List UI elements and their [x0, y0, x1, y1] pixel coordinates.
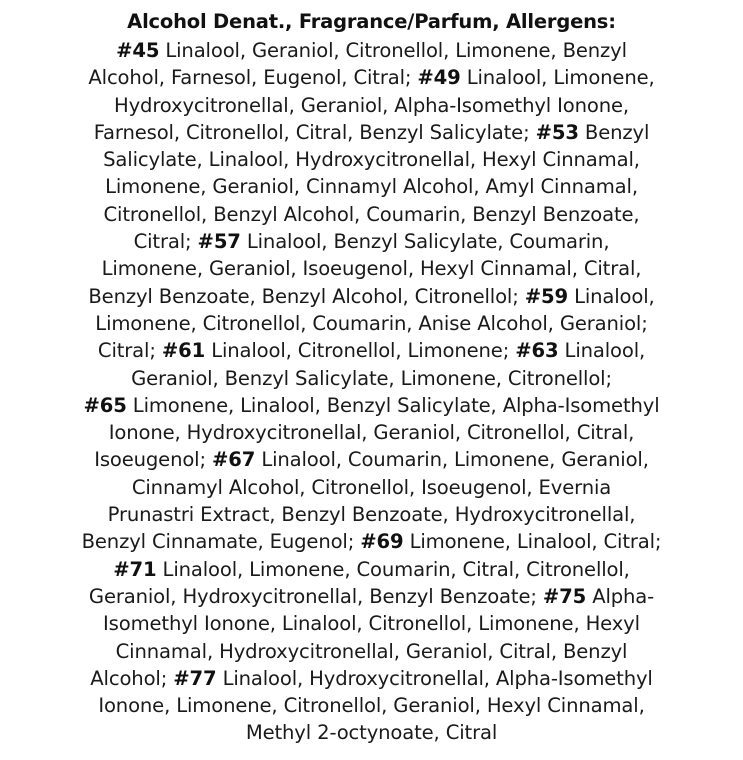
ingredient-text: Linalool,	[558, 339, 646, 363]
ingredient-line	[12, 392, 731, 419]
ingredient-line	[12, 365, 731, 392]
ingredient-text: Limonene, Citronellol, Coumarin, Anise Alcohol, Geraniol;	[95, 311, 648, 335]
ingredient-line	[12, 337, 731, 364]
product-number: #49	[417, 66, 461, 90]
ingredient-line	[12, 201, 731, 228]
product-number: #45	[116, 39, 160, 62]
ingredient-line	[12, 283, 731, 310]
product-number: #71	[113, 557, 157, 581]
ingredient-text: Limonene, Linalool, Citral;	[403, 530, 662, 554]
ingredient-text: Limonene, Geraniol, Isoeugenol, Hexyl Cinnamal, Citral,	[101, 257, 642, 281]
allergens-heading: Alcohol Denat., Fragrance/Parfum, Allergens:	[127, 10, 616, 33]
ingredient-text: Alcohol, Farnesol, Eugenol, Citral;	[88, 66, 418, 90]
ingredient-text: Benzyl Cinnamate, Eugenol;	[81, 530, 361, 554]
ingredient-text: Methyl 2-octynoate, Citral	[245, 721, 498, 745]
ingredient-line	[12, 583, 731, 610]
ingredient-text: Geraniol, Hydroxycitronellal, Benzyl Benzoate;	[88, 584, 543, 608]
ingredient-text: Hydroxycitronellal, Geraniol, Alpha-Isomethyl Ionone,	[114, 93, 629, 117]
ingredient-text: Linalool, Limonene,	[460, 66, 655, 90]
ingredient-text: Isomethyl Ionone, Linalool, Citronellol, Limonene, Hexyl	[103, 612, 640, 636]
ingredient-text: Salicylate, Linalool, Hydroxycitronellal, Hexyl Cinnamal,	[103, 148, 640, 172]
ingredient-text: Citral;	[133, 230, 198, 254]
ingredient-text: Ionone, Hydroxycitronellal, Geraniol, Citronellol, Citral,	[108, 421, 635, 445]
ingredient-line	[12, 92, 731, 119]
ingredient-line	[12, 638, 731, 665]
product-number: #77	[173, 666, 217, 690]
ingredient-line	[12, 665, 731, 692]
ingredient-text: Limonene, Geraniol, Cinnamyl Alcohol, Amyl Cinnamal,	[105, 175, 638, 199]
ingredient-text: Linalool, Hydroxycitronellal, Alpha-Isomethyl	[216, 666, 653, 690]
ingredient-line	[12, 228, 731, 255]
ingredient-text: Benzyl Benzoate, Benzyl Alcohol, Citronellol;	[88, 284, 525, 308]
ingredient-line	[12, 446, 731, 473]
ingredient-text: Linalool, Geraniol, Citronellol, Limonene, Benzyl	[159, 39, 627, 62]
ingredient-line	[12, 419, 731, 446]
ingredient-text: Citronellol, Benzyl Alcohol, Coumarin, Benzyl Benzoate,	[103, 202, 640, 226]
ingredient-line	[12, 610, 731, 637]
ingredient-line	[12, 310, 731, 337]
product-number: #63	[515, 339, 559, 363]
ingredient-text: Cinnamyl Alcohol, Citronellol, Isoeugenol, Evernia	[131, 475, 612, 499]
ingredient-line	[12, 556, 731, 583]
ingredient-line	[12, 146, 731, 173]
ingredient-text: Benzyl	[578, 120, 650, 144]
ingredient-text: Farnesol, Citronellol, Citral, Benzyl Salicylate;	[93, 120, 536, 144]
ingredient-text: Alcohol;	[90, 666, 174, 690]
ingredient-text: Isoeugenol;	[94, 448, 213, 472]
ingredient-text: Ionone, Limonene, Citronellol, Geraniol, Hexyl Cinnamal,	[98, 694, 645, 718]
ingredient-text: Linalool, Limonene, Coumarin, Citral, Citronellol,	[156, 557, 630, 581]
ingredient-text: Geraniol, Benzyl Salicylate, Limonene, Citronellol;	[131, 366, 612, 390]
ingredient-text: Prunastri Extract, Benzyl Benzoate, Hydroxycitronellal,	[107, 503, 636, 527]
ingredients-text	[12, 37, 731, 747]
product-number: #65	[83, 393, 127, 417]
product-number: #69	[360, 530, 404, 554]
ingredient-text: Alpha-	[586, 584, 655, 608]
ingredient-text: Linalool, Coumarin, Limonene, Geraniol,	[255, 448, 649, 472]
ingredient-line	[12, 501, 731, 528]
ingredient-line	[12, 64, 731, 91]
ingredient-line	[12, 719, 731, 746]
ingredient-line	[12, 173, 731, 200]
ingredient-line	[12, 474, 731, 501]
product-number: #61	[161, 339, 206, 363]
product-number: #67	[212, 448, 256, 472]
ingredient-line	[12, 37, 731, 64]
ingredient-line	[12, 528, 731, 555]
ingredient-text: Cinnamal, Hydroxycitronellal, Geraniol, Citral, Benzyl	[115, 639, 628, 663]
product-number: #75	[542, 584, 587, 608]
product-number: #59	[524, 284, 568, 308]
ingredient-text: Linalool,	[568, 284, 655, 308]
product-number: #53	[535, 120, 579, 144]
product-number: #57	[197, 230, 241, 254]
ingredient-line	[12, 692, 731, 719]
ingredient-text: Citral;	[97, 339, 162, 363]
ingredient-line	[12, 255, 731, 282]
ingredient-text: Linalool, Benzyl Salicylate, Coumarin,	[240, 230, 610, 254]
ingredient-text: Limonene, Linalool, Benzyl Salicylate, Alpha-Isomethyl	[126, 393, 660, 417]
ingredient-line	[12, 119, 731, 146]
ingredient-text: Linalool, Citronellol, Limonene;	[205, 339, 516, 363]
